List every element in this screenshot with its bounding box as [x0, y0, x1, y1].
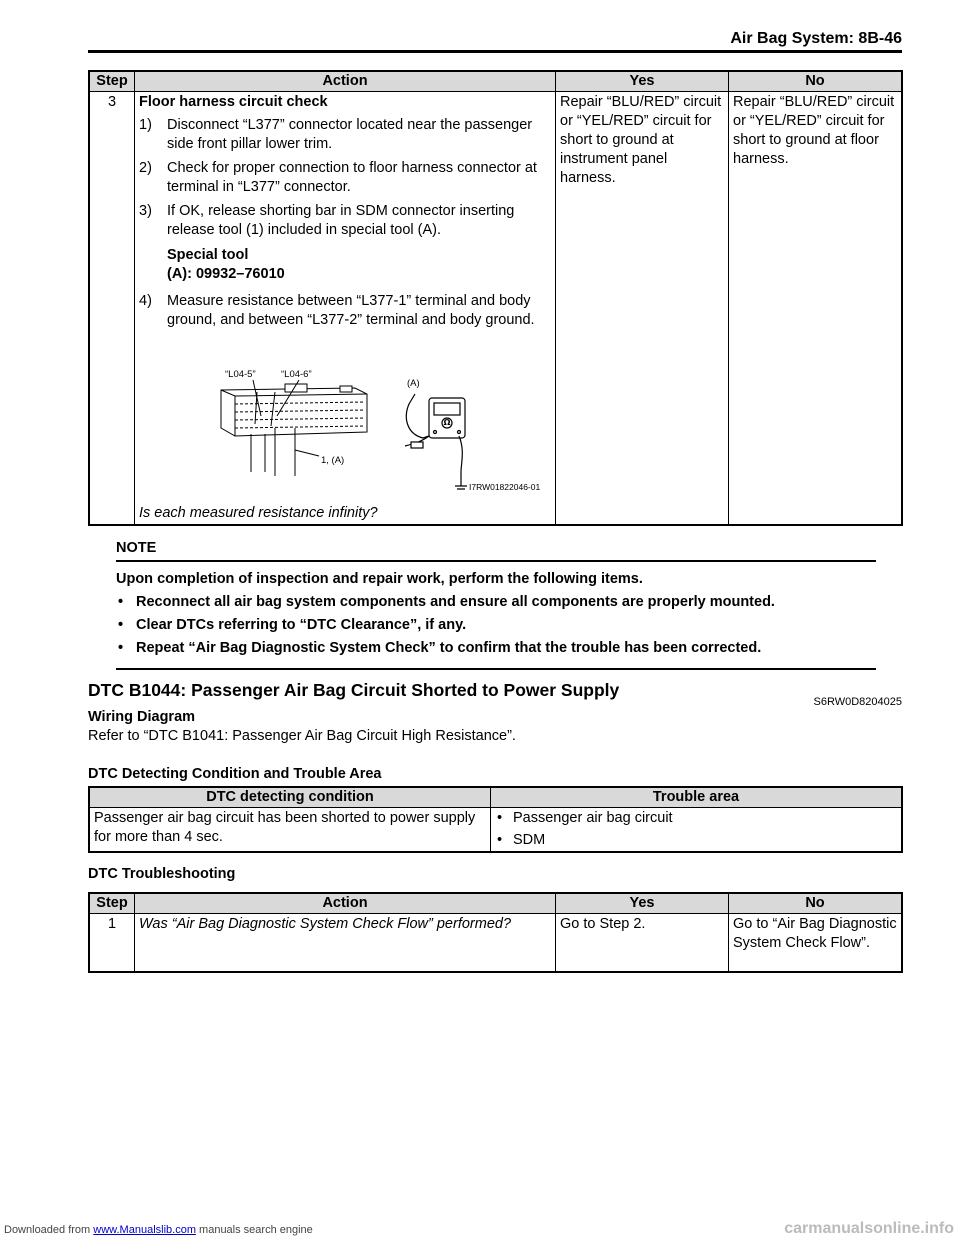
wiring-diagram-text: Refer to “DTC B1041: Passenger Air Bag Circuit High Resistance”.: [88, 728, 516, 744]
action-step-2: 2) Check for proper connection to floor harness connector at terminal in “L377” connector.: [139, 160, 537, 195]
th-condition: DTC detecting condition: [89, 787, 491, 808]
step-number: 3: [89, 92, 135, 525]
action-cell: Was “Air Bag Diagnostic System Check Flow” performed?: [135, 914, 556, 972]
th-trouble-area: Trouble area: [491, 787, 903, 808]
action-step-4: 4) Measure resistance between “L377-1” terminal and body ground, and between “L377-2” terminal and body ground.: [139, 293, 535, 328]
step-table-2: [88, 892, 903, 973]
th-step: Step: [89, 893, 135, 914]
note-title: NOTE: [116, 540, 157, 556]
note-bullet: • Reconnect all air bag system components and ensure all components are properly mounted.: [116, 591, 876, 614]
ohmmeter-icon: [405, 394, 467, 489]
action-title: Floor harness circuit check: [139, 94, 328, 110]
section-title: DTC B1044: Passenger Air Bag Circuit Shorted to Power Supply: [88, 680, 620, 700]
action-steps-2: [139, 292, 551, 330]
th-step: Step: [89, 71, 135, 92]
troubleshooting-heading: DTC Troubleshooting: [88, 866, 236, 882]
wiring-diagram-heading: Wiring Diagram: [88, 709, 196, 725]
note-body: [116, 562, 876, 668]
section-code: S6RW0D8204025: [813, 696, 902, 708]
note-rule-bottom: [116, 668, 876, 670]
no-cell: Go to “Air Bag Diagnostic System Check Flow”.: [729, 914, 903, 972]
note-bullet: • Repeat “Air Bag Diagnostic System Check” to confirm that the trouble has been corrected.: [116, 637, 876, 660]
th-action: Action: [135, 893, 556, 914]
manualslib-link[interactable]: www.Manualslib.com: [93, 1224, 196, 1236]
action-step-3: 3) If OK, release shorting bar in SDM connector inserting release tool (1) included in special tool (A).: [139, 203, 515, 238]
th-no: No: [729, 71, 903, 92]
detect-condition-heading: DTC Detecting Condition and Trouble Area: [88, 766, 382, 782]
footer-suffix: manuals search engine: [195, 1224, 313, 1236]
dtc-condition-table: [88, 786, 903, 853]
label-l04-6: “L04-6”: [281, 369, 312, 380]
step-table-1: [88, 70, 903, 526]
watermark: carmanualsonline.info: [784, 1220, 954, 1237]
special-tool: Special tool (A): 09932–76010: [167, 247, 285, 282]
note-intro: Upon completion of inspection and repair work, perform the following items.: [116, 571, 643, 587]
yes-cell: Repair “BLU/RED” circuit or “YEL/RED” circuit for short to ground at instrument panel harness.: [556, 92, 729, 525]
label-1a: 1, (A): [321, 455, 345, 466]
trouble-area-item: SDM: [513, 832, 546, 848]
figure-id: I7RW01822046-01: [469, 482, 541, 492]
header-rule: [88, 50, 902, 53]
svg-text:Ω: Ω: [443, 418, 451, 427]
th-yes: Yes: [556, 893, 729, 914]
note-bullet: • Clear DTCs referring to “DTC Clearance”, if any.: [116, 614, 876, 637]
footer-prefix: Downloaded from: [4, 1224, 91, 1236]
action-steps: [139, 116, 551, 240]
action-step-1: 1) Disconnect “L377” connector located near the passenger side front pillar lower trim.: [139, 117, 533, 152]
action-question: Is each measured resistance infinity?: [139, 504, 378, 521]
connector-icon: [221, 380, 367, 476]
th-no: No: [729, 893, 903, 914]
label-a: (A): [407, 378, 420, 389]
note-box: [116, 540, 876, 670]
step-number: 1: [89, 914, 135, 972]
page-header-title: Air Bag System: 8B-46: [730, 30, 902, 47]
yes-cell: Go to Step 2.: [556, 914, 729, 972]
th-action: Action: [135, 71, 556, 92]
connector-measurement-figure: [215, 364, 555, 504]
trouble-area-item: Passenger air bag circuit: [513, 810, 673, 826]
footer: [4, 1224, 313, 1236]
trouble-area-cell: • Passenger air bag circuit • SDM: [491, 808, 903, 853]
condition-cell: Passenger air bag circuit has been shorted to power supply for more than 4 sec.: [89, 808, 491, 853]
action-cell: [135, 92, 556, 525]
label-l04-5: “L04-5”: [225, 369, 256, 380]
th-yes: Yes: [556, 71, 729, 92]
no-cell: Repair “BLU/RED” circuit or “YEL/RED” circuit for short to ground at floor harness.: [729, 92, 903, 525]
